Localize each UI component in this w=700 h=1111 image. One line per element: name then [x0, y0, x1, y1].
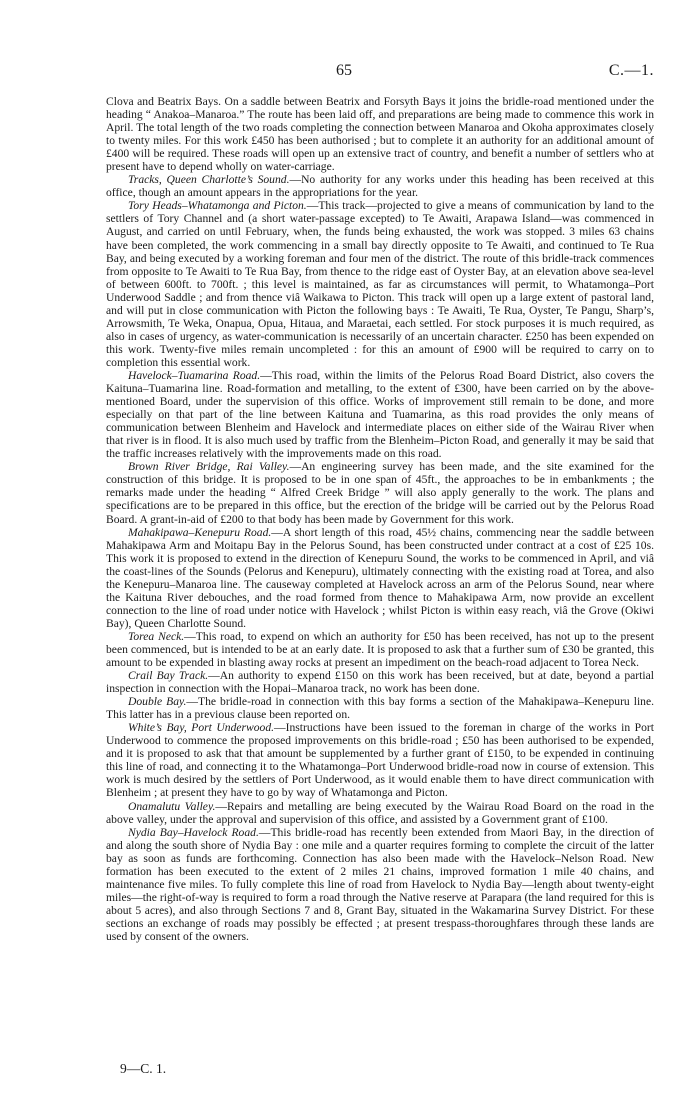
paragraph-heading: Nydia Bay–Havelock Road.	[128, 825, 259, 839]
paragraph-heading: Crail Bay Track.	[128, 669, 209, 683]
page-header	[0, 62, 700, 86]
paragraph	[106, 95, 654, 173]
paragraph-heading: Tracks, Queen Charlotte’s Sound.	[128, 173, 290, 187]
paragraph	[106, 460, 654, 525]
paragraph	[106, 630, 654, 669]
paragraph	[106, 826, 654, 943]
paragraph-text: —Repairs and metalling are being executed by the Wairau Road Board on the road in the above valley, under the approval and supervision of this office, and assisted by a Government grant of £100.	[106, 799, 655, 826]
paragraph-heading: Mahakipawa–Kenepuru Road.	[128, 525, 272, 539]
paragraph	[106, 199, 654, 369]
paragraph-heading: Tory Heads–Whatamonga and Picton.	[128, 199, 307, 213]
paragraph-text: —A short length of this road, 45½ chains, commencing near the saddle between Mahakipawa Arm and Moitapu Bay in the Pelorus Sound, has been constructed under contract at a cost of £25 10s. This work it is proposed to extend in the direction of Kenepuru Sound, the works to be commenced in April, and viâ the coast-lines of the Sounds (Pelorus and Kenepuru), ultimately connecting with the existing road at Torea, and also the Kenepuru–Manaroa line. The causeway completed at Havelock across an arm of the Pelorus Sound, near where the Kaituna River debouches, and the road formed from thence to Mahakipawa Arm, now provide an excellent connection to the line of road under notice with Havelock ; whilst Picton is within easy reach, viâ the Grove (Okiwi Bay), Queen Charlotte Sound.	[106, 525, 654, 630]
paragraph	[106, 695, 654, 721]
body-text	[106, 95, 654, 943]
paragraph-heading: Double Bay.	[128, 695, 187, 709]
paragraph-text: Clova and Beatrix Bays. On a saddle between Beatrix and Forsyth Bays it joins the bridle-road mentioned under the heading “ Anakoa–Manaroa.” The route has been laid off, and preparations are being made to commence this work in April. The total length of the two roads completing the connection between Manaroa and Okoha approximates closely to twenty miles. For this work £450 has been authorised ; but to complete it an authority for an additional amount of £400 will be required. These roads will open up an extensive tract of country, and benefit a number of settlers who at present have to depend wholly on water-carriage.	[106, 95, 654, 174]
paragraph-text: —Instructions have been issued to the foreman in charge of the works in Port Underwood to commence the proposed improvements on this bridle-road ; £50 has been authorised to be expended, and it is proposed to ask that that amount be supplemented by a further grant of £150, to be expended in continuing this line of road, and connecting it to the Whatamonga–Port Underwood bridle-road now in course of extension. This work is much desired by the settlers of Port Underwood, as it would enable them to have direct communication with Blenheim ; at present they have to go by way of Whatamonga and Picton.	[106, 721, 654, 800]
paragraph	[106, 721, 654, 799]
paragraph-text: —The bridle-road in connection with this bay forms a section of the Mahakipawa–Kenepuru line. This latter has in a previous clause been reported on.	[106, 695, 655, 722]
paragraph	[106, 669, 654, 695]
document-reference: C.—1.	[608, 62, 654, 79]
page-number: 65	[336, 62, 352, 79]
paragraph-heading: Onamalutu Valley.	[128, 799, 216, 813]
paragraph-heading: Brown River Bridge, Rai Valley.	[128, 460, 290, 474]
paragraph-text: —This track—projected to give a means of communication by land to the settlers of Tory Channel and (a short water-passage excepted) to Te Awaiti, Arapawa Island—was commenced in August, and carried on until February, when, the funds being exhausted, the work was stopped. 3 miles 63 chains have been completed, the work commencing in a small bay directly opposite to Te Awaiti, and continued to Te Rua Bay, and being executed by a working foreman and four men of the district. The route of this bridle-track commences from opposite to Te Awaiti to Te Rua Bay, from thence to the ridge east of Oyster Bay, at an elevation above sea-level of between 600ft. to 700ft. ; this level is maintained, as far as circumstances will permit, to Whatamonga–Port Underwood Saddle ; and from thence viâ Waikawa to Picton. This track will open up a large extent of pastoral land, and will put in close communication with Picton the following bays : Te Awaiti, Te Rua, Oyster, Te Pangu, Sharp’s, Arrowsmith, Te Weka, Onapua, Opua, Hitaua, and Maraetai, each settled. For stock purposes it is much required, as also in cases of urgency, as water-communication is necessarily of an uncertain character. £250 has been expended on this work. Twenty-five miles remain uncompleted : for this an amount of £900 will be required to carry on to completion this essential work.	[106, 199, 654, 369]
page-footer-signature: 9—C. 1.	[120, 1061, 167, 1076]
paragraph-text: —This road, within the limits of the Pelorus Road Board District, also covers the Kaituna–Tuamarina line. Road-formation and metalling, to the extent of £300, have been carried on by the above-mentioned Board, under the supervision of this office. Works of improvement still remain to be done, and more especially on that part of the line between Kaituna and Tuamarina, as this road provides the only means of communication between Blenheim and Havelock and intermediate places on either side of the Wairau River when that river is in flood. It is also much used by traffic from the Blenheim–Picton Road, and generally it may be said that the traffic increases relatively with the improvements made on this road.	[106, 368, 654, 461]
paragraph-text: —No authority for any works under this heading has been received at this office, though an amount appears in the appropriations for the year.	[106, 173, 654, 200]
paragraph-heading: White’s Bay, Port Underwood.	[128, 721, 275, 735]
paragraph-heading: Havelock–Tuamarina Road.	[128, 368, 261, 382]
paragraph	[106, 369, 654, 460]
paragraph	[106, 800, 654, 826]
paragraph-text: —This road, to expend on which an authority for £50 has been received, has not up to the present been commenced, but is intended to be at an early date. It is proposed to ask that a further sum of £30 be granted, this amount to be expended in blasting away rocks at present an impediment on the beach-road adjacent to Torea Neck.	[106, 629, 654, 670]
paragraph-text: —An engineering survey has been made, and the site examined for the construction of this bridge. It is proposed to be in one span of 45ft., the approaches to be in embankments ; the remarks made under the heading “ Alfred Creek Bridge ” will also apply generally to the work. The plans and specifications are to be prepared in this office, but the erection of the bridge will be carried out by the Pelorus Road Board. A grant-in-aid of £200 to that body has been made by Government for this work.	[106, 460, 654, 526]
paragraph	[106, 526, 654, 630]
paragraph-text: —This bridle-road has recently been extended from Maori Bay, in the direction of and along the south shore of Nydia Bay : one mile and a quarter requires forming to complete the circuit of the latter bay as soon as funds are forthcoming. Connection has also been made with the Havelock–Nelson Road. New formation has been executed to the extent of 2 miles 21 chains, improved formation 1 mile 40 chains, and maintenance five miles. To fully complete this line of road from Havelock to Nydia Bay—length about twenty-eight miles—the right-of-way is required to form a road through the Native reserve at Parapara (the land required for this is about 5 acres), and also through Sections 7 and 8, Grant Bay, situated in the Wakamarina Survey District. For these sections an exchange of roads may possibly be effected ; at present trespass-thoroughfares through these lands are used by consent of the owners.	[106, 825, 654, 943]
paragraph-heading: Torea Neck.	[128, 629, 185, 643]
paragraph-text: —An authority to expend £150 on this work has been received, but at date, beyond a partial inspection in connection with the Hopai–Manaroa track, no work has been done.	[106, 669, 654, 696]
paragraph	[106, 173, 654, 199]
